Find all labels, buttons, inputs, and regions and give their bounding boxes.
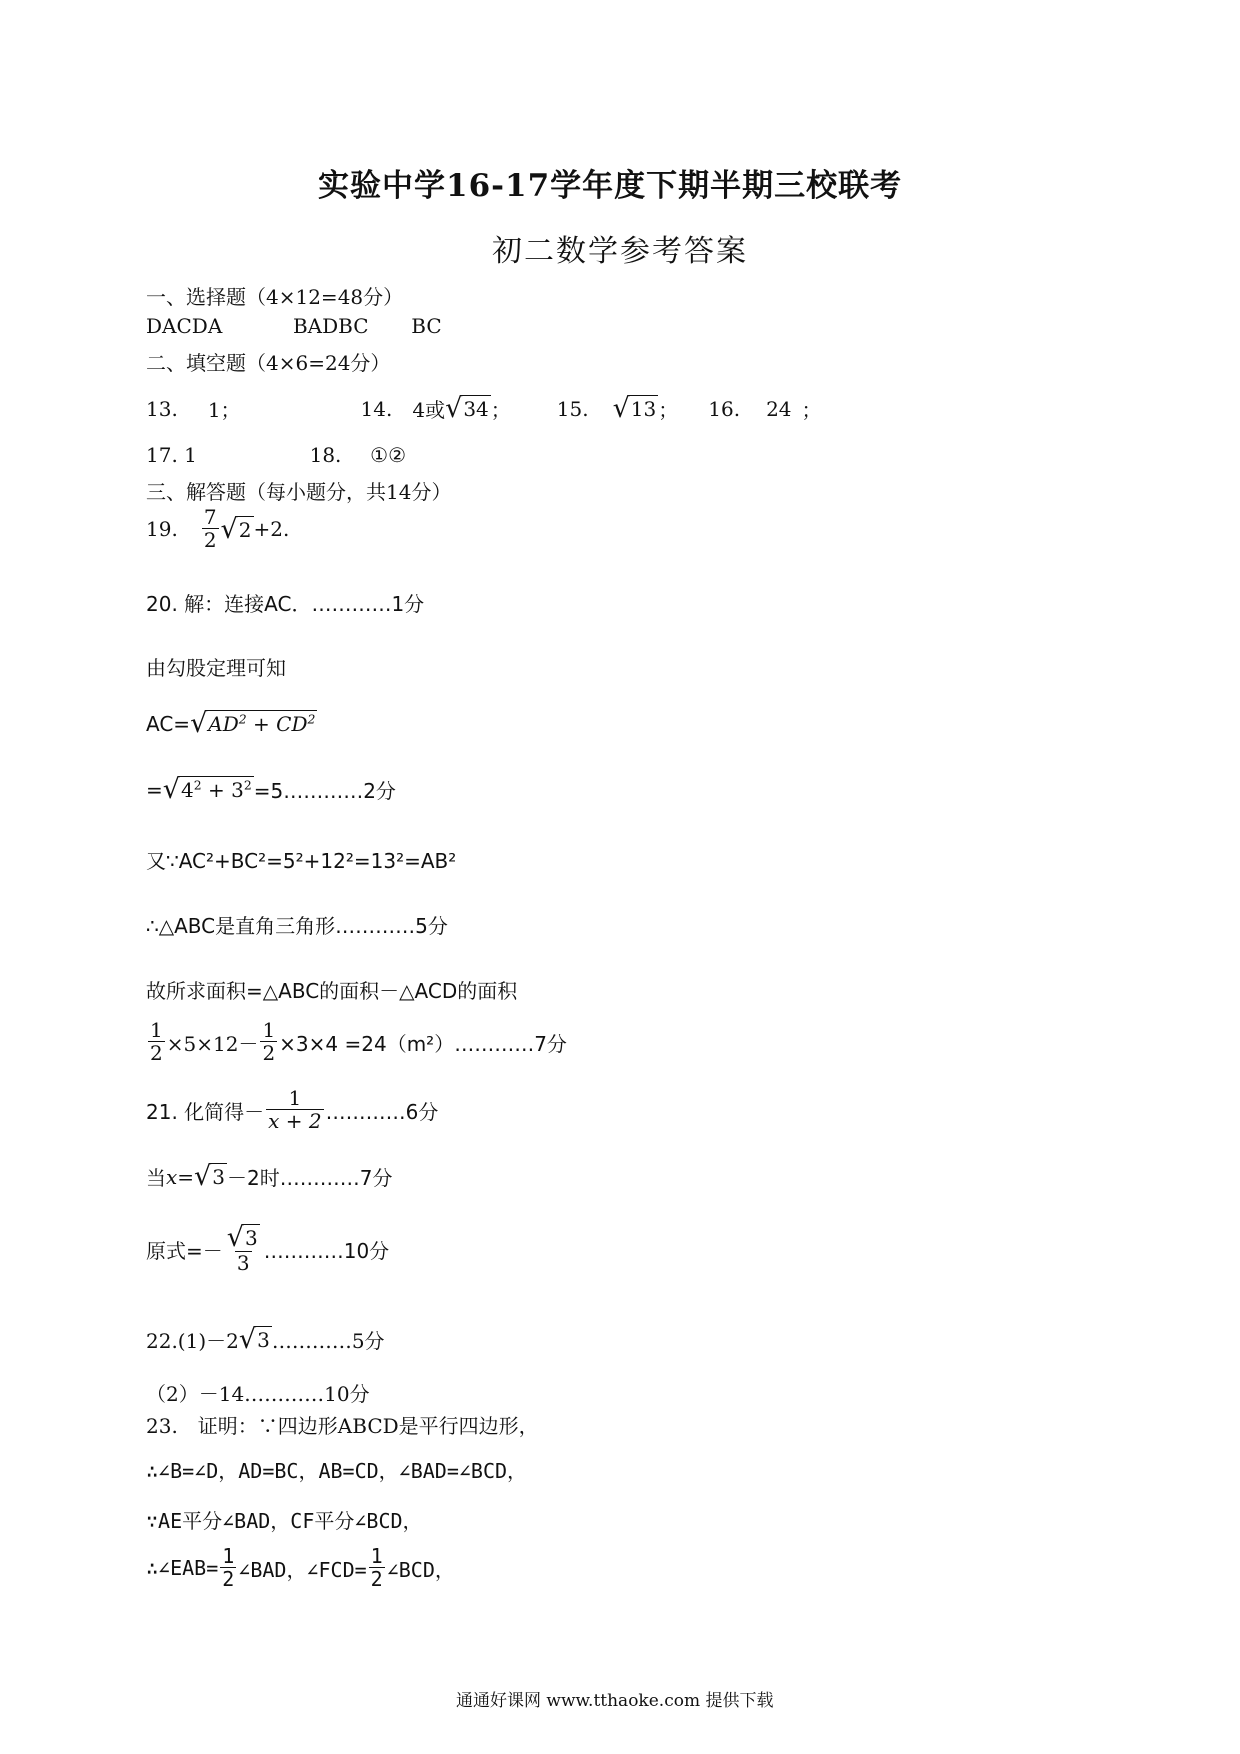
q20-line-2: 由勾股定理可知 <box>146 656 286 680</box>
q23-line-2: ∴∠B=∠D，AD=BC，AB=CD，∠BAD=∠BCD， <box>146 1459 528 1483</box>
q21-sqrt: √ 3 <box>194 1161 225 1192</box>
q13-answer: 1； <box>207 398 241 422</box>
choice-answers-group-3: BC <box>411 314 442 338</box>
page-subtitle: 初二数学参考答案 <box>492 234 748 269</box>
q22-part-1: 22.(1)－2 √ 3 …………5分 <box>146 1324 385 1355</box>
q20-fraction-1: $\frac{1}{2}$ <box>150 1018 163 1065</box>
section-choice-heading: 一、选择题（4×12=48分） <box>146 285 404 309</box>
page-footer: 通通好课网 www.tthaoke.com 提供下载 <box>456 1691 774 1711</box>
q19-number: 19. <box>146 517 178 541</box>
choice-answers-group-1: DACDA <box>146 314 223 338</box>
q20-line-6: ∴△ABC是直角三角形…………5分 <box>146 914 448 938</box>
q20-ac-sqrt: √ $AD^2 + CD^2$ <box>190 708 316 739</box>
q20-numeric-sqrt: √ $4^2 + 3^2$ <box>162 774 252 805</box>
q21-fraction: $\frac{1}{x + 2}$ <box>268 1086 322 1133</box>
q14-sqrt: √ 34 <box>445 393 489 424</box>
q19-answer-row: 19. $\frac{7}{2}$ √ 2 +2. <box>146 505 290 552</box>
q19-sqrt: √ 2 <box>220 513 252 545</box>
q21-result-fraction: √ 3 3 <box>226 1222 258 1275</box>
q21-line-3: 原式=－ √ 3 3 …………10分 <box>146 1222 390 1275</box>
q20-line-1: 20. 解：连接AC．…………1分 <box>146 592 425 616</box>
q21-line-2: 当 x = √ 3 －2时…………7分 <box>146 1161 393 1192</box>
q15-number: 15. <box>556 396 589 421</box>
section-solve-heading: 三、解答题（每小题分，共14分） <box>146 480 452 504</box>
fill-answers-row-2 <box>146 443 406 467</box>
section-fill-heading: 二、填空题（4×6=24分） <box>146 351 391 375</box>
q20-line-8: $\frac{1}{2}$ ×5×12－ $\frac{1}{2}$ ×3×4 =24（m²）…………7分 <box>150 1018 567 1065</box>
q15-sqrt: √ 13 <box>612 393 657 424</box>
choice-answers-group-2: BADBC <box>292 314 369 338</box>
q22-sqrt: √ 3 <box>238 1324 270 1355</box>
q16-number: 16. <box>708 396 741 421</box>
q21-line-1: 21. 化简得－ $\frac{1}{x + 2}$ …………6分 <box>146 1086 439 1133</box>
q18-answer: ①② <box>370 443 406 467</box>
q20-line-4: = √ $4^2 + 3^2$ =5…………2分 <box>146 774 396 805</box>
q14-number: 14. <box>360 396 393 421</box>
q18-number: 18. <box>309 443 342 467</box>
q17-answer: 17. 1 <box>146 443 197 467</box>
q23-line-4: ∴∠EAB= $\frac{1}{2}$ ∠BAD，∠FCD= $\frac{1}{2}$ ∠BCD， <box>146 1544 455 1591</box>
q23-line-1: 23. 证明：∵四边形ABCD是平行四边形， <box>146 1414 539 1438</box>
q16-answer: 24 <box>766 396 792 421</box>
choice-answers-row <box>146 314 442 338</box>
q20-line-7: 故所求面积=△ABC的面积－△ACD的面积 <box>146 979 518 1003</box>
q20-line-5: 又∵AC²+BC²=5²+12²=13²=AB² <box>146 849 457 873</box>
q13-number: 13. <box>146 396 178 421</box>
q20-fraction-2: $\frac{1}{2}$ <box>262 1018 276 1065</box>
q23-fraction-2: $\frac{1}{2}$ <box>370 1544 383 1591</box>
page-title: 实验中学16-17学年度下期半期三校联考 <box>318 168 903 204</box>
fill-answers-row-1: 13. 1； 14. 4或 √ 34 ； 15. √ 13 ； 16. 24 ； <box>146 393 822 424</box>
q22-part-2: （2）－14…………10分 <box>146 1382 370 1406</box>
q23-fraction-1: $\frac{1}{2}$ <box>222 1544 235 1591</box>
q14-answer-prefix: 4或 <box>412 398 446 422</box>
q19-fraction: $\frac{7}{2}$ <box>203 505 217 552</box>
q23-line-3: ∵AE平分∠BAD，CF平分∠BCD， <box>146 1509 423 1533</box>
q20-line-3: AC= √ $AD^2 + CD^2$ <box>146 708 316 739</box>
